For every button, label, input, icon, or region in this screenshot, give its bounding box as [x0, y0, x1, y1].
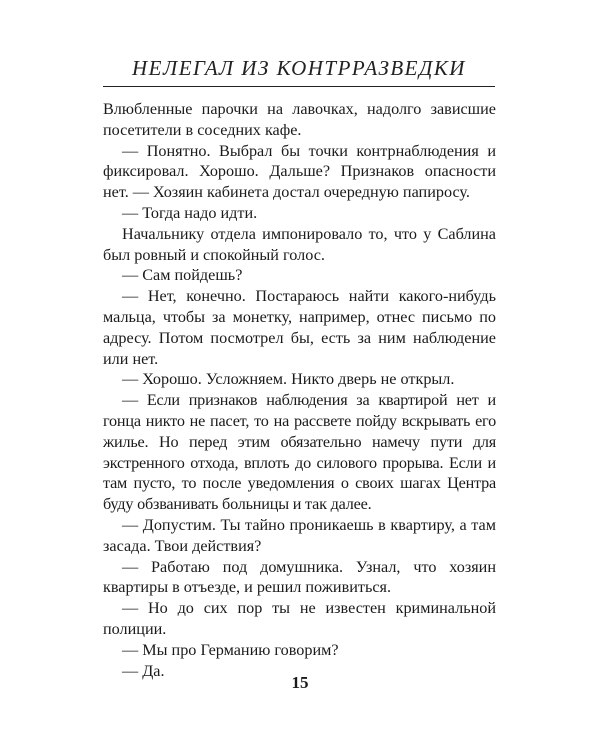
paragraph: — Но до сих пор ты не известен криминальной полиции. — [103, 599, 496, 638]
paragraph: — Тогда надо идти. — [122, 203, 258, 222]
paragraph: — Допустим. Ты тайно проникаешь в квартиру, а там засада. Твои действия? — [103, 515, 496, 555]
paragraph: — Если признаков наблюдения за квартирой нет и гонца никто не пасет, то на рассвете пойду вскрывать его жилье. Но перед этим обязательно намечу пути для экстренного отхода, вплоть до силового прорыва. Если и там пусто, то после уведомления о своих шагах Центра буду обзванивать больницы и так далее. — [103, 391, 496, 514]
paragraph: — Работаю под домушника. Узнал, что хозяин квартиры в отъезде, и решил поживиться. — [103, 557, 496, 597]
paragraph: — Да. — [122, 661, 165, 680]
paragraph: — Мы про Германию говорим? — [122, 640, 339, 659]
paragraph: — Нет, конечно. Постараюсь найти какого-нибудь мальца, чтобы за монетку, например, отнес письмо по адресу. Потом посмотрел бы, есть за ним наблюдение или нет. — [103, 287, 496, 368]
header-rule — [103, 86, 495, 87]
paragraph: — Понятно. Выбрал бы точки контрнаблюдения и фиксировал. Хорошо. Дальше? Признаков опасности нет. — Хозяин кабинета достал очередную папиросу. — [103, 141, 496, 202]
body-text — [103, 99, 496, 681]
paragraph: Влюбленные парочки на лавочках, надолго зависшие посетители в соседних кафе. — [103, 100, 496, 139]
running-title: НЕЛЕГАЛ ИЗ КОНТРРАЗВЕДКИ — [132, 56, 466, 80]
page-number: 15 — [291, 673, 309, 692]
paragraph: — Хорошо. Усложняем. Никто дверь не открыл. — [122, 370, 455, 389]
paragraph: Начальнику отдела импонировало то, что у Саблина был ровный и спокойный голос. — [103, 224, 496, 264]
paragraph: — Сам пойдешь? — [122, 266, 243, 285]
